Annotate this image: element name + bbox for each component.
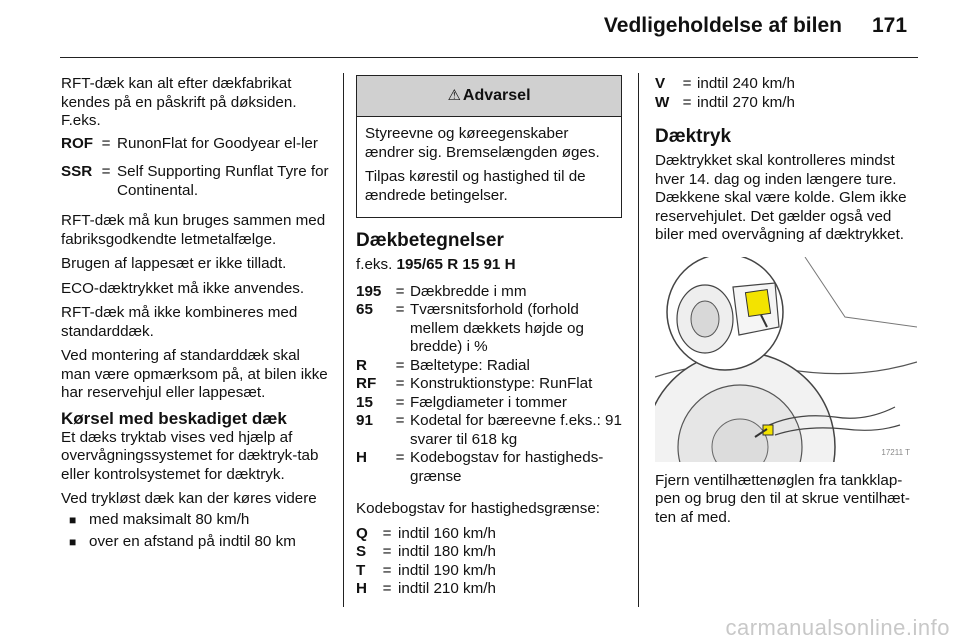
paragraph: Dæktrykket skal kontrolleres mindst hver 14. dag og inden længere ture. Dækkene skal være kolde. Glem ikke reservehjulet. Det gælder også ved biler med overvågning af dæktrykket. (655, 152, 907, 243)
example-prefix: f.eks. (356, 256, 397, 273)
column-divider-2 (638, 73, 639, 607)
figure-caption: Fjern ventilhættenøglen fra tankklap-pen og brug den til at skrue ventilhæt-ten af med. (655, 471, 910, 526)
def-equals: = (395, 282, 405, 300)
rft-intro: RFT-dæk kan alt efter dækfabrikat kendes på en påskrift på døksiden. F.eks. (61, 75, 297, 129)
def-key: RF (356, 375, 377, 392)
definition-row (356, 375, 622, 394)
def-rof (61, 135, 329, 154)
speed-code-list (356, 525, 622, 599)
def-value: RunonFlat for Goodyear el-ler (117, 134, 318, 152)
definition-row (356, 357, 622, 376)
paragraph: ECO-dæktrykket må ikke anvendes. (61, 279, 305, 297)
definition-row (356, 543, 622, 562)
definition-row (356, 283, 622, 302)
def-equals: = (395, 412, 405, 429)
def-equals: = (382, 543, 392, 560)
def-value: Konstruktionstype: RunFlat (410, 375, 593, 392)
def-value: Kodetal for bæreevne f.eks.: 91 svarer til 618 kg (410, 412, 622, 448)
bullet-item (61, 533, 329, 552)
paragraph: RFT-dæk må kun bruges sammen med fabriksgodkendte letmetalfælge. (61, 212, 326, 248)
definition-row (356, 449, 622, 486)
paragraph: Et dæks tryktab vises ved hjælp af overvågningssystemet for dæktryk-tab eller kontrolsystemet for dæktryk. (61, 428, 319, 483)
def-value: Tværsnitsforhold (forhold mellem dækkets højde og bredde) i % (410, 301, 584, 355)
definition-row (356, 562, 622, 581)
warning-text: Tilpas kørestil og hastighed til de ændrede betingelser. (365, 168, 586, 204)
definition-row (655, 75, 923, 94)
def-equals: = (395, 375, 405, 392)
def-key: W (655, 93, 670, 111)
definition-row (356, 525, 622, 544)
def-equals: = (101, 134, 111, 152)
def-key: ROF (61, 134, 94, 152)
definition-row (356, 412, 622, 449)
def-key: H (356, 449, 367, 466)
warning-triangle-icon: ⚠ (447, 87, 461, 104)
bullet-square-icon: ■ (69, 512, 77, 527)
def-key: Q (356, 524, 368, 542)
fuel-flap-valve-key-drawing (655, 257, 917, 462)
definition-row (356, 394, 622, 413)
example-line (356, 256, 622, 275)
def-equals: = (101, 163, 111, 180)
def-value: Fælgdiameter i tommer (410, 393, 567, 411)
watermark: carmanualsonline.info (725, 615, 950, 640)
def-key: 195 (356, 282, 382, 300)
warning-title: Advarsel (462, 87, 531, 104)
page-number: 171 (872, 14, 908, 37)
def-value: Kodebogstav for hastigheds-grænse (410, 449, 604, 485)
def-equals: = (382, 524, 392, 542)
column-2 (356, 75, 622, 599)
def-value: Self Supporting Runflat Tyre for Continental. (117, 163, 329, 199)
warning-text: Styreevne og køreegenskaber ændrer sig. Bremselængden øges. (365, 125, 600, 161)
def-equals: = (395, 393, 405, 411)
section-heading-tyre-pressure: Dæktryk (655, 126, 732, 147)
def-equals: = (382, 561, 392, 579)
example-code: 195/65 R 15 91 H (396, 256, 516, 273)
warning-body (357, 117, 621, 217)
def-value: Dækbredde i mm (410, 282, 527, 300)
bullet-text: over en afstand på indtil 80 km (89, 533, 296, 550)
def-equals: = (682, 93, 692, 111)
def-equals: = (682, 75, 692, 92)
def-equals: = (395, 301, 405, 318)
def-key: 91 (356, 412, 373, 429)
definition-row (356, 580, 622, 599)
def-value: indtil 180 km/h (398, 543, 496, 560)
def-value: indtil 240 km/h (697, 75, 795, 92)
column-divider-1 (343, 73, 344, 607)
section-heading-damaged-tyre: Kørsel med beskadiget dæk (61, 408, 287, 428)
def-equals: = (382, 580, 392, 597)
def-key: H (356, 580, 367, 597)
paragraph: Brugen af lappesæt er ikke tilladt. (61, 255, 287, 272)
figure-code: 17211 T (881, 447, 910, 457)
def-equals: = (395, 449, 405, 466)
column-3 (655, 75, 923, 533)
bullet-text: med maksimalt 80 km/h (89, 510, 250, 528)
def-ssr (61, 163, 329, 200)
def-value: indtil 190 km/h (398, 561, 496, 579)
fuel-flap-illustration (655, 257, 917, 462)
designation-list (356, 283, 622, 487)
def-value: indtil 160 km/h (398, 524, 496, 542)
bullet-square-icon: ■ (69, 535, 77, 549)
def-key: S (356, 543, 367, 560)
speed-intro: Kodebogstav for hastighedsgrænse: (356, 500, 601, 517)
header-rule (60, 57, 918, 58)
definition-row (655, 94, 923, 113)
paragraph: Ved montering af standarddæk skal man være opmærksom på, at bilen ikke har reservehjul eller lappesæt. (61, 347, 328, 401)
def-key: SSR (61, 163, 93, 180)
section-heading-tyre-designations: Dækbetegnelser (356, 230, 504, 251)
def-key: R (356, 356, 367, 374)
def-value: indtil 210 km/h (398, 580, 496, 597)
column-1 (61, 75, 329, 556)
page-header-title: Vedligeholdelse af bilen (603, 14, 842, 37)
def-key: V (655, 75, 666, 92)
def-value: Bæltetype: Radial (410, 356, 530, 374)
def-equals: = (395, 356, 405, 374)
speed-code-list-continued (655, 75, 923, 112)
paragraph: RFT-dæk må ikke kombineres med standarddæk. (61, 304, 298, 340)
def-key: T (356, 561, 366, 579)
warning-box (356, 75, 622, 218)
bullet-item (61, 511, 329, 530)
def-key: 15 (356, 393, 373, 411)
def-value: indtil 270 km/h (697, 93, 795, 111)
definition-row (356, 301, 622, 357)
warning-header (357, 76, 621, 117)
paragraph: Ved trykløst dæk kan der køres videre (61, 490, 317, 507)
def-key: 65 (356, 301, 373, 318)
